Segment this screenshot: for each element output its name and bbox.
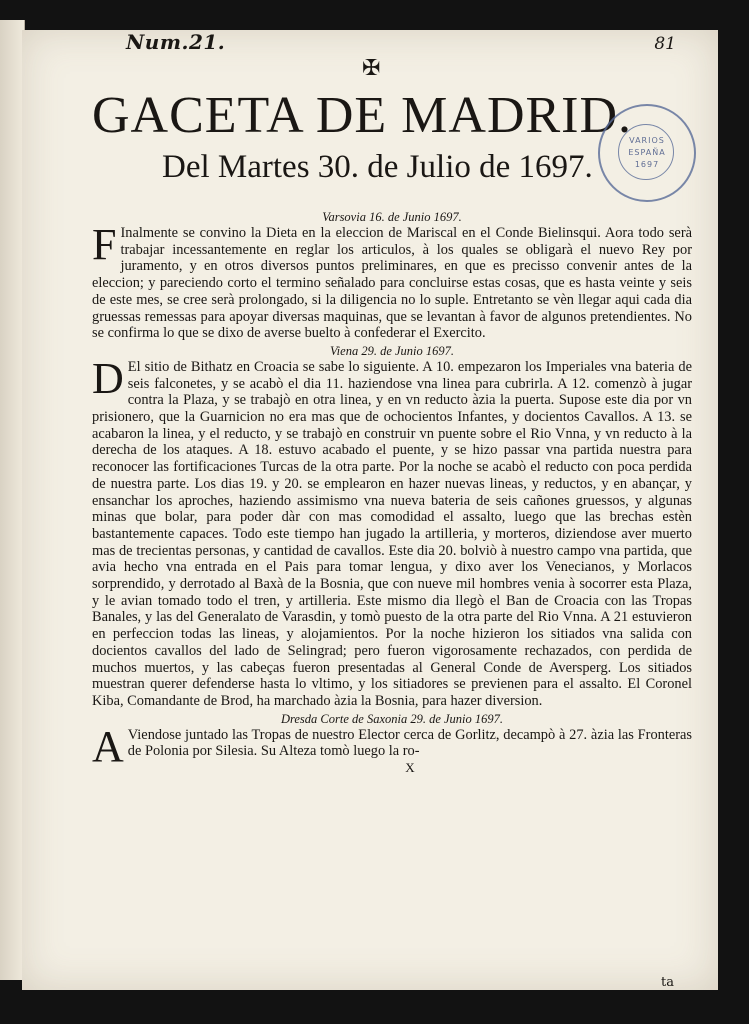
cross-ornament-icon: ✠ [362,56,381,81]
stamp-text-2: ESPAÑA [628,148,666,157]
dateline-dresda: Dresda Corte de Saxonia 29. de Junio 1697. [280,711,504,726]
article-viena [92,344,692,710]
dropcap-a: A [92,721,124,771]
article-varsovia [92,210,692,342]
article-text-dresda [92,721,692,771]
dropcap-f: F [92,220,117,269]
signature-mark: X [405,760,415,776]
article-body [92,208,692,775]
article-paragraph: Inalmente se convino la Dieta en la eleccion de Mariscal en el Conde Bielinsqui. Aora todo serà trabajar incessantemente en reglar los articulos, à los quales se obligarà el nuevo Rey por juramento, y en otros diversos puntos preliminares, en que es precisso convenir antes de la eleccion; y pareciendo corto el termino señalado para concluirse estas cosas, que es hasta veinte y seis de este mes, se cree serà prolongado, si la diligencia no lo suple. Entretanto se vèn llegar aqui cada dia gruessas remessas para apoyar diversas maquinas, que se levantan à favor de algunos pretendientes. No se confirma lo que se dixo de averse buelto à confederar el Exercito. [92,225,692,342]
stamp-text-3: 1697 [634,160,660,169]
folio-number: 81 [654,34,676,54]
stamp-text-1: VARIOS [629,136,665,145]
page-title: GACETA DE MADRID. [92,87,633,144]
article-paragraph: Viendose juntado las Tropas de nuestro Elector cerca de Gorlitz, decampò à 27. àzia las Fronteras de Polonia por Silesia. Su Alteza tomò luego la ro- [127,726,692,760]
article-paragraph: El sitio de Bithatz en Croacia se sabe lo siguiente. A 10. empezaron los Imperiales vna bateria de seis falconetes, y se acabò el dia 11. haziendose vna linea para cubrirla. A 12. comenzò à jugar contra la Plaza, y se trabajò en otra linea, y en vn reducto àzia la puerta. Supose este dia por vn prisionero, que la Guarnicion no era mas que de ochocientos Infantes, y docientos Cavallos. A 13. se acabaron la linea, y el reducto, y se trabajò en construir vn puente sobre el Rio Vnna, y vn reducto à la derecha de los ataques. A 18. estuvo acabado el puente, y se hizo passar vna partida nuestra para reconocer las fortificaciones Turcas de la otra parte. Por la noche se acabò el reducto con poca perdida de nuestra parte. Los dias 19. y 20. se emplearon en hazer nuevas lineas, y reductos, y en abançar, y ensanchar los aproches, haziendo assimismo vna nueva bateria de seis cañones gruessos, y algunas minas que bolar, para poder dàr con mas comodidad el assalto, luego que las brechas estèn bastantemente capaces. Todo este tiempo han jugado la artilleria, y morteros, diziendose aver muerto mas de trecientas personas, y cantidad de cavallos. Este dia 20. bolviò à nuestro campo vna partida, que avia hecho vna entrada en el Pais para tomar lengua, y dixo aver los Venecianos, y Morlacos sorprendido, y derrotado al Baxà de la Bosnia, que con nueve mil hombres venia à socorrer esta Plaza, y le avian tomado todo el tren, y artilleria. Este mismo dia llegò el Ban de Croacia con las Tropas Banales, y las del Generalato de Varasdin, y tomò puesto de la otra parte del Rio Vnna. A 21 estuvieron en perfeccion todas las lineas, y alojamientos. Por la noche hizieron los sitiados vna salida con docientos cavallos del lado de Selingrad; pero fueron vigorosamente rechazados, con perdida de muchos muertos, y las cabeças fueron presentadas al General Conde de Aversperg. Los sitiados muestran querer defenderse hasta lo vltimo, y los sitiadores se previenen para el assalto. El Coronel Kiba, Comandante de Brod, ha marchado àzia la Bosnia, para hazer diversion. [92,358,692,709]
dateline-viena: Viena 29. de Junio 1697. [329,343,455,358]
gazette-page [22,30,718,990]
article-text-viena [92,353,692,710]
issue-date: Del Martes 30. de Julio de 1697. [162,149,593,185]
article-text-varsovia [92,220,692,342]
catchword: ta [661,975,674,990]
issue-number: Num.21. [126,30,226,54]
article-dresda [92,711,692,771]
dropcap-d: D [92,353,124,403]
library-stamp [598,104,696,202]
dateline-varsovia: Varsovia 16. de Junio 1697. [322,210,462,224]
